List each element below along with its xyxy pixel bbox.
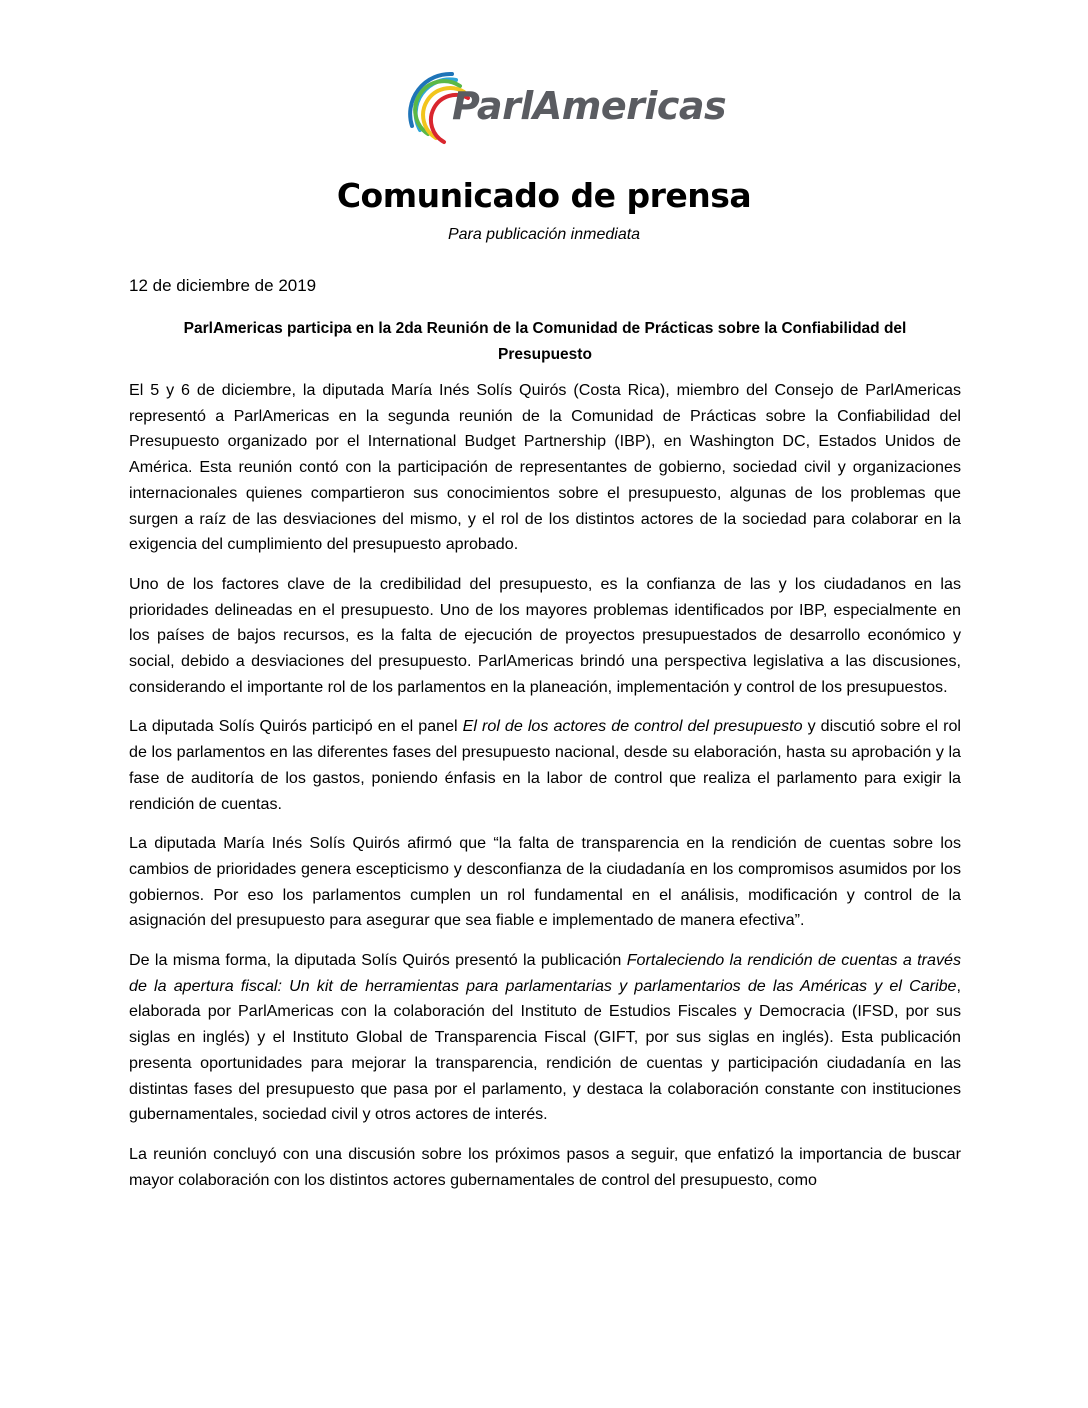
release-headline: ParlAmericas participa en la 2da Reunión de la Comunidad de Prácticas sobre la Confiabilidad del Presupuesto [183,320,907,363]
paragraph-5-text-c: , elaborada por ParlAmericas con la colaboración del Instituto de Estudios Fiscales y Democracia (IFSD, por sus siglas en inglés) y el Instituto Global de Transparencia Fiscal (GIFT, por sus siglas en inglés). Esta publicación presenta oportunidades para mejorar la transparencia, rendición de cuentas y participación ciudadanía en las distintas fases del presupuesto que pasa por el parlamento, y destaca la colaboración constante con instituciones gubernamentales, sociedad civil y otros actores de interés. [129,976,961,1124]
logo-wordmark: ParlAmericas [452,84,727,128]
paragraph-5 [129,948,961,1128]
paragraph-3 [129,714,961,817]
paragraph-4: La diputada María Inés Solís Quirós afirmó que “la falta de transparencia en la rendición de cuentas sobre los cambios de prioridades genera escepticismo y desconfianza de la ciudadanía en los compromisos asumidos por los gobiernos. Por eso los parlamentos cumplen un rol fundamental en el análisis, modificación y control de la asignación del presupuesto para asegurar que sea fiable e implementado de manera efectiva”. [129,834,961,930]
page-title: Comunicado de prensa [336,176,752,215]
paragraph-3-text-c: y discutió sobre el rol de los parlamentos en las diferentes fases del presupuesto nacional, desde su elaboración, hasta su aprobación y la fase de auditoría de los gastos, poniendo énfasis en la labor de control que realiza el parlamento para exigir la rendición de cuentas. [129,717,961,813]
paragraph-3-text-a: La diputada Solís Quirós participó en el panel [129,717,463,736]
release-date: 12 de diciembre de 2019 [129,276,317,295]
page-subtitle: Para publicación inmediata [447,226,641,243]
paragraph-6: La reunión concluyó con una discusión sobre los próximos pasos a seguir, que enfatizó la importancia de buscar mayor colaboración con los distintos actores gubernamentales de control del presupuesto, como [129,1144,961,1189]
paragraph-1: El 5 y 6 de diciembre, la diputada María Inés Solís Quirós (Costa Rica), miembro del Consejo de ParlAmericas representó a ParlAmericas en la segunda reunión de la Comunidad de Prácticas sobre la Confiabilidad del Presupuesto organizado por el International Budget Partnership (IBP), en Washington DC, Estados Unidos de América. Esta reunión contó con la participación de representantes de gobierno, sociedad civil y organizaciones internacionales quienes compartieron sus conocimientos sobre el presupuesto, algunas de los problemas que surgen a raíz de las desviaciones del mismo, y el rol de los distintos actores de la sociedad para colaborar en la exigencia del cumplimiento del presupuesto aprobado. [129,381,961,554]
release-body [129,378,961,1207]
panel-title: El rol de los actores de control del presupuesto [462,717,803,736]
publication-title: Fortaleciendo la rendición de cuentas a través de la apertura fiscal: Un kit de herramientas para parlamentarias y parlamentarios de las Américas y el Caribe [129,951,961,995]
paragraph-5-text-a: De la misma forma, la diputada Solís Quirós presentó la publicación [129,951,627,970]
paragraph-2: Uno de los factores clave de la credibilidad del presupuesto, es la confianza de las y los ciudadanos en las prioridades delineadas en el presupuesto. Uno de los mayores problemas identificados por IBP, especialmente en los países de bajos recursos, es la falta de ejecución de proyectos presupuestados de desarrollo económico y social, debido a desviaciones del presupuesto. ParlAmericas brindó una perspectiva legislativa a las discusiones, considerando el importante rol de los parlamentos en la planeación, implementación y control de los presupuestos. [129,574,961,696]
parlamericas-logo [390,64,727,154]
